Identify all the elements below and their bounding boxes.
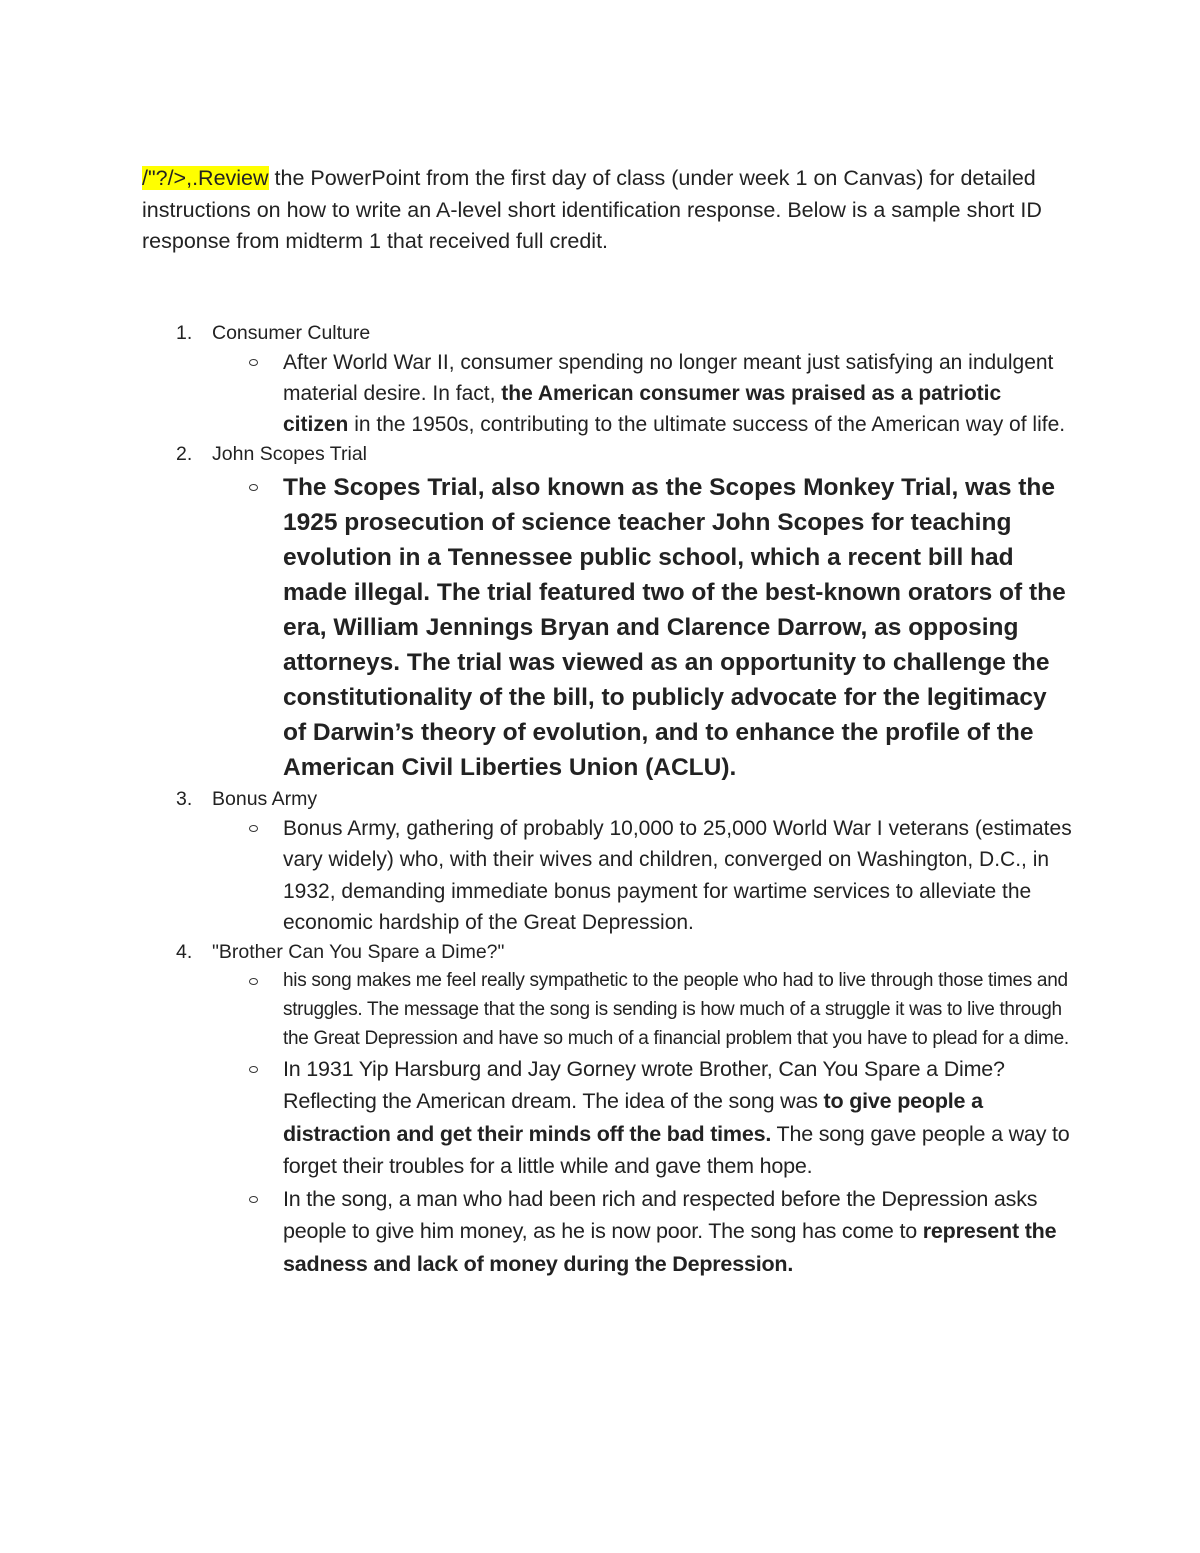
bullet-text: After World War II, consumer spending no longer meant just satisfying an indulgent material desire. In fact, — [283, 350, 1054, 405]
list-item-heading — [142, 785, 1072, 813]
hollow-bullet-icon — [249, 1066, 258, 1073]
bullet-text: his song makes me feel really sympathetic to the people who had to live through those times and struggles. The message that the song is sending is how much of a struggle it was to live through the Great Depression and have so much of a financial problem that you have to plead for a dime. — [283, 969, 1069, 1049]
list-item-consumer-culture — [142, 319, 1072, 441]
intro-paragraph — [142, 163, 1072, 258]
bullet-bold-text: to give people a distraction and get their minds off the bad times. — [283, 1089, 983, 1146]
list-item-john-scopes-trial — [142, 440, 1072, 785]
list-item-heading — [142, 440, 1072, 468]
hollow-bullet-icon — [249, 978, 258, 985]
bullet-bold-text: represent the sadness and lack of money during the Depression. — [283, 1219, 1057, 1276]
list-item-title: Bonus Army — [212, 788, 318, 811]
sub-bullet — [142, 1053, 1072, 1183]
sub-bullet — [142, 1183, 1072, 1281]
list-number: 2. — [176, 443, 193, 466]
list-item-brother-can-you-spare-a-dime — [142, 938, 1072, 1281]
bullet-text: Bonus Army, gathering of probably 10,000 to 25,000 World War I veterans (estimates vary widely) who, with their wives and children, converged on Washington, D.C., in 1932, demanding immediate bonus payment for wartime services to alleviate the economic hardship of the Great Depression. — [283, 817, 1072, 934]
list-number: 3. — [176, 788, 193, 811]
list-item-title: John Scopes Trial — [212, 443, 368, 466]
highlighted-text: /"?/>,.Review — [142, 166, 269, 190]
hollow-bullet-icon — [249, 359, 258, 366]
list-number: 4. — [176, 940, 193, 963]
list-item-title: "Brother Can You Spare a Dime?" — [212, 940, 505, 963]
list-item-heading — [142, 319, 1072, 347]
bullet-text-end: in the 1950s, contributing to the ultimate success of the American way of life. — [348, 412, 1066, 436]
list-item-heading — [142, 938, 1072, 966]
sub-bullet — [142, 966, 1072, 1053]
list-item-title: Consumer Culture — [212, 321, 371, 344]
hollow-bullet-icon — [249, 484, 258, 491]
hollow-bullet-icon — [249, 825, 258, 832]
list-item-bonus-army — [142, 785, 1072, 938]
list-number: 1. — [176, 321, 193, 344]
bullet-bold-text: the American consumer was praised as a patriotic citizen — [283, 381, 1002, 436]
bullet-text: In 1931 Yip Harsburg and Jay Gorney wrote Brother, Can You Spare a Dime? Reflecting the American dream. The idea of the song was — [283, 1056, 1005, 1114]
sub-bullet — [142, 813, 1072, 938]
bullet-text: The Scopes Trial, also known as the Scopes Monkey Trial, was the 1925 prosecution of science teacher John Scopes for teaching evolution in a Tennessee public school, which a recent bill had made illegal. The trial featured two of the best-known orators of the era, William Jennings Bryan and Clarence Darrow, as opposing attorneys. The trial was viewed as an opportunity to challenge the constitutionality of the bill, to publicly advocate for the legitimacy of Darwin’s theory of evolution, and to enhance the profile of the American Civil Liberties Union (ACLU). — [283, 474, 1066, 782]
bullet-text: In the song, a man who had been rich and respected before the Depression asks people to give him money, as he is now poor. The song has come to — [283, 1186, 1038, 1244]
sub-bullet — [142, 470, 1072, 785]
intro-text: the PowerPoint from the first day of class (under week 1 on Canvas) for detailed instructions on how to write an A-level short identification response. Below is a sample short ID response from midterm 1 that received full credit. — [142, 166, 1042, 253]
sub-bullet — [142, 347, 1072, 441]
short-id-list — [142, 319, 1072, 1281]
bullet-text-end: The song gave people a way to forget their troubles for a little while and gave them hope. — [283, 1121, 1070, 1179]
document-body — [142, 163, 1072, 1280]
hollow-bullet-icon — [249, 1196, 258, 1203]
